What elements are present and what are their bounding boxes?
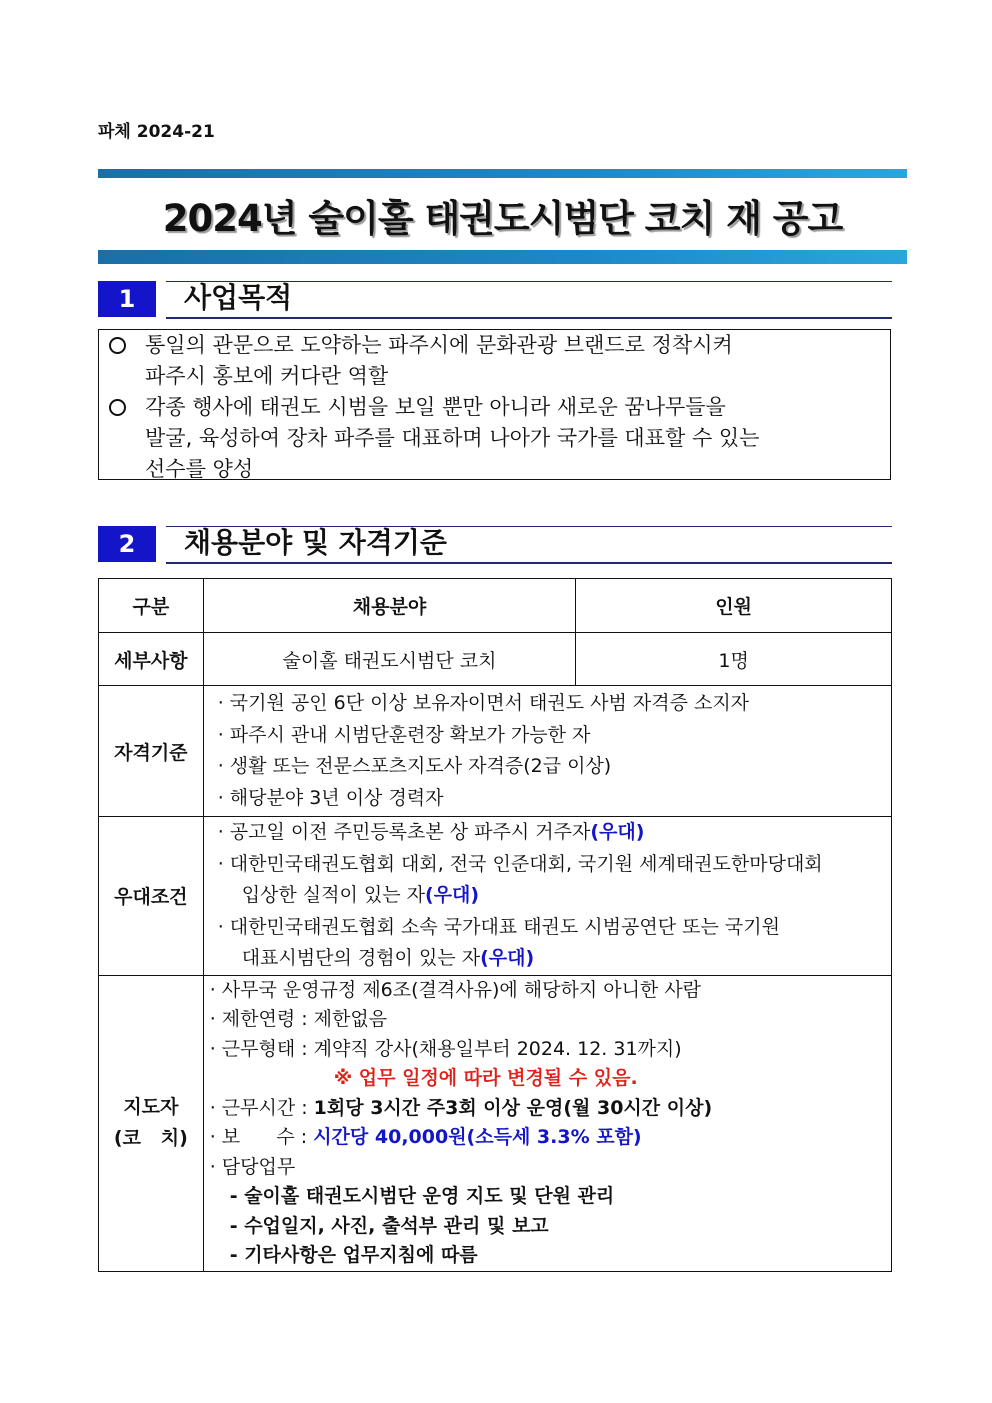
purpose-item-1-line-2: 파주시 홍보에 커다란 역할 xyxy=(145,364,389,388)
circle-bullet-icon xyxy=(109,399,126,416)
header-count: 인원 xyxy=(576,579,892,633)
preference-tag: (우대) xyxy=(425,884,480,906)
coach-label-line-1: 지도자 xyxy=(123,1096,179,1118)
coach-schedule-note: ※ 업무 일정에 따라 변경될 수 있음. xyxy=(333,1067,638,1089)
coach-line-hours: · 근무시간 : 1회당 3시간 주3회 이상 운영(월 30시간 이상) xyxy=(209,1096,713,1119)
qualification-label: 자격기준 xyxy=(99,686,204,817)
purpose-item-2-line-1: 각종 행사에 태권도 시범을 보일 뿐만 아니라 새로운 꿈나무들을 xyxy=(145,395,726,419)
document-number: 파체 2024-21 xyxy=(98,122,215,142)
purpose-item-2 xyxy=(99,392,890,485)
preference-item-3-line-2: 대표시범단의 경험이 있는 자(우대) xyxy=(241,947,535,969)
purpose-item-2-line-3: 선수를 양성 xyxy=(145,457,254,481)
detail-field: 술이홀 태권도시범단 코치 xyxy=(203,633,576,686)
section-1-header xyxy=(98,281,892,317)
preference-item-2-line-2: 입상한 실적이 있는 자(우대) xyxy=(241,884,480,906)
purpose-item-2-line-2: 발굴, 육성하여 장차 파주를 대표하며 나아가 국가를 대표할 수 있는 xyxy=(145,426,760,450)
table-header-row xyxy=(99,579,892,633)
purpose-item-1 xyxy=(99,330,890,392)
preference-item-2-line-1: · 대한민국태권도협회 대회, 전국 인준대회, 국기원 세계태권도한마당대회 xyxy=(217,852,823,875)
section-1-title: 사업목적 xyxy=(184,281,293,314)
section-1-number: 1 xyxy=(98,281,156,317)
coach-pay-value: 시간당 40,000원(소득세 3.3% 포함) xyxy=(313,1126,642,1148)
circle-bullet-icon xyxy=(109,337,126,354)
section-2-title: 채용분야 및 자격기준 xyxy=(184,526,447,559)
section-2-bottom-rule xyxy=(166,562,892,564)
preference-content xyxy=(203,817,891,976)
coach-content xyxy=(203,975,891,1271)
table-row-preference xyxy=(99,817,892,976)
header-category: 구분 xyxy=(99,579,204,633)
coach-line-pay: · 보 수 : 시간당 40,000원(소득세 3.3% 포함) xyxy=(209,1126,642,1148)
section-1-bottom-rule xyxy=(166,317,892,319)
preference-tag: (우대) xyxy=(480,947,535,969)
table-row-detail xyxy=(99,633,892,686)
qualification-item: · 국기원 공인 6단 이상 보유자이면서 태권도 사범 자격증 소지자 xyxy=(217,692,750,714)
table-row-coach xyxy=(99,975,892,1271)
preference-item-1: · 공고일 이전 주민등록초본 상 파주시 거주자(우대) xyxy=(217,821,645,843)
coach-line-age: · 제한연령 : 제한없음 xyxy=(209,1008,388,1030)
coach-duty-item: - 술이홀 태권도시범단 운영 지도 및 단원 관리 xyxy=(229,1185,615,1207)
page-title: 2024년 술이홀 태권도시범단 코치 재 공고 xyxy=(162,197,843,240)
purpose-item-1-line-1: 통일의 관문으로 도약하는 파주시에 문화관광 브랜드로 정착시켜 xyxy=(145,333,733,357)
qualification-content xyxy=(203,686,891,817)
qualification-item: · 해당분야 3년 이상 경력자 xyxy=(217,786,444,809)
coach-duty-item: - 기타사항은 업무지침에 따름 xyxy=(229,1244,478,1266)
section-2-header xyxy=(98,526,892,562)
detail-count: 1명 xyxy=(576,633,892,686)
qualification-item: · 파주시 관내 시범단훈련장 확보가 가능한 자 xyxy=(217,723,591,746)
coach-line-type: · 근무형태 : 계약직 강사(채용일부터 2024. 12. 31까지) xyxy=(209,1037,682,1060)
purpose-box xyxy=(98,329,891,480)
preference-tag: (우대) xyxy=(590,821,645,843)
coach-line-duties: · 담당업무 xyxy=(209,1155,296,1178)
header-field: 채용분야 xyxy=(203,579,576,633)
section-2-number: 2 xyxy=(98,526,156,562)
preference-label: 우대조건 xyxy=(99,817,204,976)
coach-label-line-2: (코 치) xyxy=(113,1127,188,1149)
preference-item-3-line-1: · 대한민국태권도협회 소속 국가대표 태권도 시범공연단 또는 국기원 xyxy=(217,915,780,938)
qualification-item: · 생활 또는 전문스포츠지도사 자격증(2급 이상) xyxy=(217,755,612,777)
title-top-bar xyxy=(98,169,907,178)
detail-label: 세부사항 xyxy=(99,633,204,686)
recruitment-table xyxy=(98,578,892,1272)
title-bottom-bar xyxy=(98,250,907,264)
coach-label xyxy=(99,975,204,1271)
coach-line-disqualification: · 사무국 운영규정 제6조(결격사유)에 해당하지 아니한 사람 xyxy=(209,978,702,1001)
coach-duty-item: - 수업일지, 사진, 출석부 관리 및 보고 xyxy=(229,1214,549,1237)
table-row-qualification xyxy=(99,686,892,817)
coach-hours-value: 1회당 3시간 주3회 이상 운영(월 30시간 이상) xyxy=(313,1096,713,1119)
